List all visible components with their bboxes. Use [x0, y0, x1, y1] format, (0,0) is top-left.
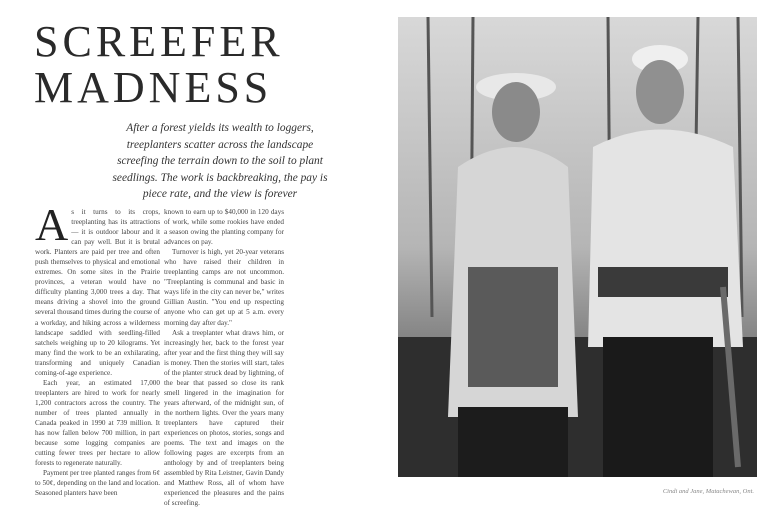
treeplanters-photo: [398, 17, 757, 477]
paragraph: As it turns to its crops, treeplanting has its attractions — it is outdoor labour and it can pay well. But it is brutal work. Planters are paid per tree and often push themselves to physical and emotional extremes. On some sites in the Prairie provinces, a veteran would have no difficulty planting 3,000 trees a day. That means driving a shovel into the ground several thousand times during the course of a workday, and hiking across a wilderness landscape saddled with seedling-filled satchels weighing up to 20 kilograms. Yet many find the work to be an exhilarating, transforming and uniquely Canadian coming-of-age experience.: [35, 199, 160, 377]
drop-cap: A: [35, 199, 69, 250]
paragraph: Payment per tree planted ranges from 6¢ to 50¢, depending on the land and location. Seasoned planters have been: [35, 469, 160, 498]
article-deck: After a forest yields its wealth to loggers, treeplanters scatter across the landscape screefing the terrain down to the soil to plant seedlings. The work is backbreaking, the pay is piece rate, and the view is forever: [112, 122, 328, 200]
body-column-1: [35, 199, 160, 498]
paragraph: Each year, an estimated 17,000 treeplanters are hired to work for nearly 1,200 contractors across the country. The number of trees planted annually in Canada peaked in 1990 at 739 million. It has now fallen below 700 million, in part because some logging companies are cutting fewer trees per hectare to allow forests to regenerate naturally.: [35, 378, 160, 468]
paragraph: Turnover is high, yet 20-year veterans who have raised their children in treeplanting camps are not uncommon. "Treeplanting is communal and basic in ways life in the city can never be," writes Gillian Austin. "You end up respecting anyone who can get up at 5 a.m. every morning day after day.": [164, 248, 284, 327]
photo-caption: Cindi and Jane, Matachewan, Ont.: [662, 488, 754, 495]
article-title-line-2: MADNESS: [34, 63, 273, 112]
photo-illustration: [398, 17, 757, 477]
body-column-2: [164, 207, 284, 508]
paragraph: known to earn up to $40,000 in 120 days of work, while some rookies have ended a season owing the planting company for advances on pay.: [164, 208, 284, 247]
article-title-line-1: SCREEFER: [34, 17, 284, 66]
paragraph: Ask a treeplanter what draws him, or increasingly her, back to the forest year after year and the first thing they will say is money. Then the stories will start, tales of the planter struck dead by lightning, of the bear that passed so close its rank smell lingered in the imagination for years afterward, of the midnight sun, of the northern lights. Over the years many treeplanters have captured their experiences on photos, stories, songs and poems. The text and images on the following pages are excerpts from an anthology by and of treeplanters being assembled by Rita Leistner, Gavin Dandy and Matthew Ross, all of whom have experienced the pleasures and the pains of screefing.: [164, 328, 284, 508]
